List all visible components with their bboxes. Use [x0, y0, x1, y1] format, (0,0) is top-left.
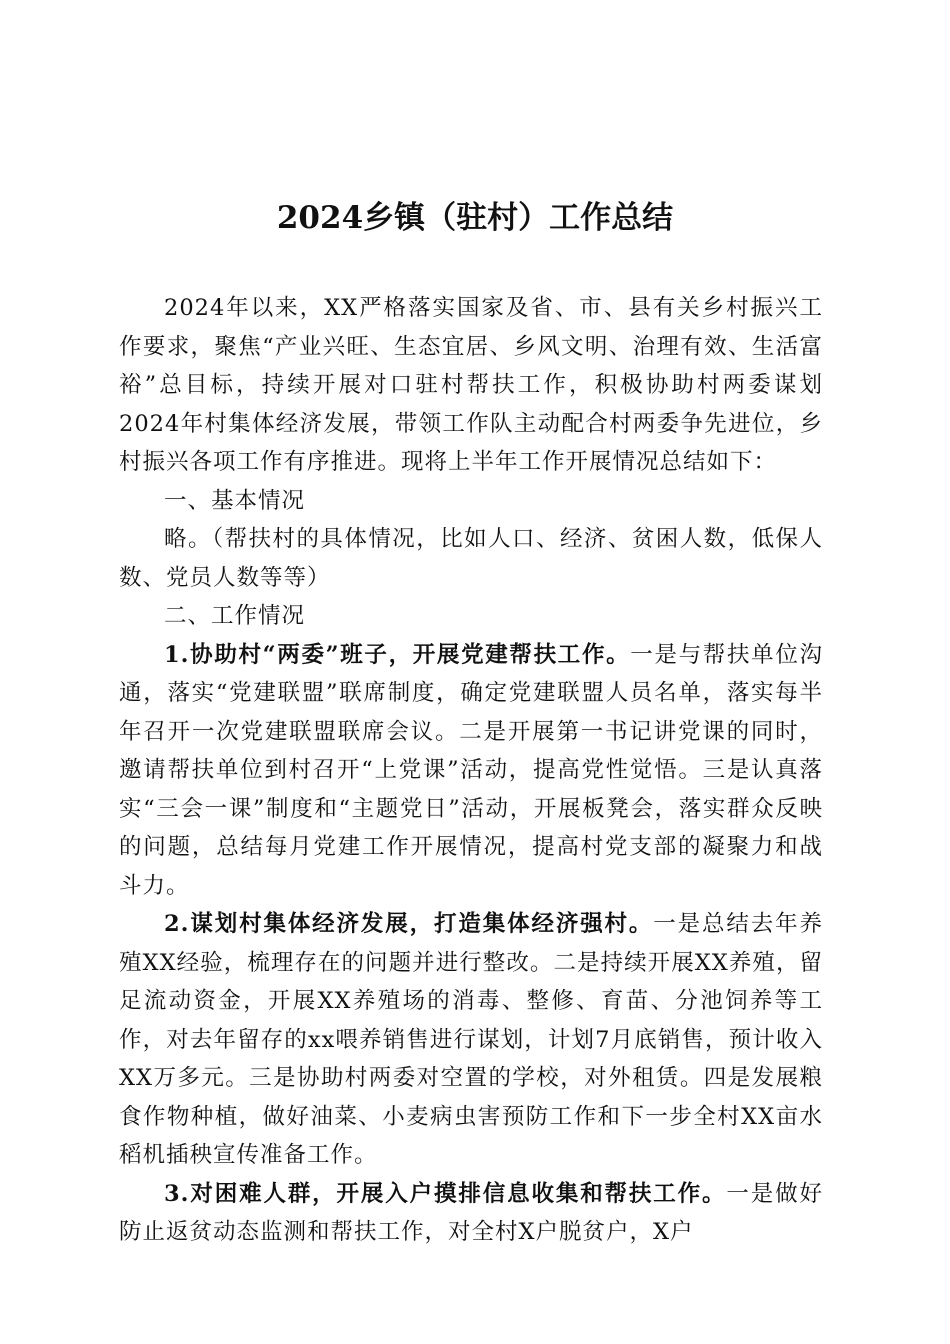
work-item-2-lead: 2.谋划村集体经济发展，打造集体经济强村。 [164, 911, 654, 937]
work-item-1 [119, 636, 823, 906]
work-item-2-text: 一是总结去年养殖XX经验，梳理存在的问题并进行整改。二是持续开展XX养殖，留足流动资金，开展XX养殖场的消毒、整修、育苗、分池饲养等工作，对去年留存的xx喂养销售进行谋划，计划7月底销售，预计收入XX万多元。三是协助村两委对空置的学校，对外租赁。四是发展粮食作物种植，做好油菜、小麦病虫害预防工作和下一步全村XX亩水稻机插秧宣传准备工作。 [119, 911, 823, 1168]
work-item-3-text: 一是做好防止返贫动态监测和帮扶工作，对全村X户脱贫户，X户 [119, 1180, 823, 1245]
document-body [119, 289, 823, 1252]
section-heading-work: 二、工作情况 [164, 603, 306, 629]
work-item-3 [119, 1175, 823, 1252]
work-item-1-text: 一是与帮扶单位沟通，落实“党建联盟”联席制度，确定党建联盟人员名单，落实每半年召开一次党建联盟联席会议。二是开展第一书记讲党课的同时，邀请帮扶单位到村召开“上党课”活动，提高党性觉悟。三是认真落实“三会一课”制度和“主题党日”活动，开展板凳会，落实群众反映的问题，总结每月党建工作开展情况，提高村党支部的凝聚力和战斗力。 [119, 641, 823, 899]
work-item-3-lead: 3.对困难人群，开展入户摸排信息收集和帮扶工作。 [164, 1180, 727, 1207]
work-item-1-lead: 1.协助村“两委”班子，开展党建帮扶工作。 [164, 641, 631, 668]
intro-paragraph: 2024年以来，XX严格落实国家及省、市、县有关乡村振兴工作要求，聚焦“产业兴旺、生态宜居、乡风文明、治理有效、生活富裕”总目标，持续开展对口驻村帮扶工作，积极协助村两委谋划2024年村集体经济发展，带领工作队主动配合村两委争先进位，乡村振兴各项工作有序推进。现将上半年工作开展情况总结如下： [119, 295, 823, 475]
document-title: 2024乡镇（驻村）工作总结 [276, 200, 674, 236]
basic-info-paragraph: 略。（帮扶村的具体情况，比如人口、经济、贫困人数，低保人数、党员人数等等） [119, 526, 823, 591]
work-item-2 [119, 905, 823, 1175]
section-heading-basic: 一、基本情况 [164, 487, 306, 514]
